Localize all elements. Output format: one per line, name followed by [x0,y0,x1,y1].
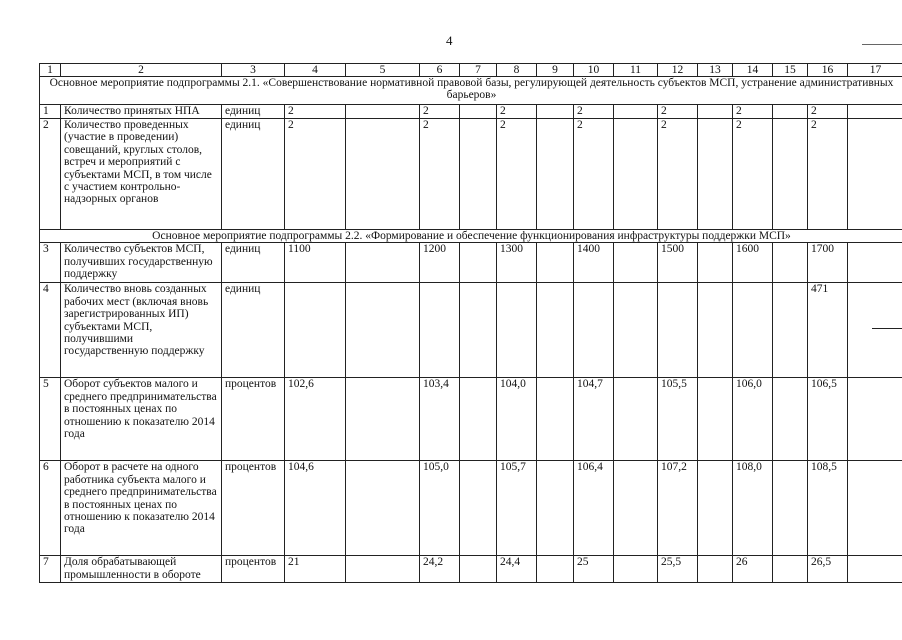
column-header: 10 [574,64,614,77]
value-cell: 106,4 [574,461,614,556]
table-row [40,105,902,119]
value-cell: 2 [574,105,614,119]
value-cell [848,105,902,119]
value-cell [848,243,902,283]
row-number: 1 [40,105,61,119]
indicator-name: Количество вновь созданных рабочих мест (включая вновь зарегистрированных ИП) субъектами МСП, получившими государственную поддержку [61,283,222,378]
value-cell: 1300 [497,243,537,283]
value-cell: 104,6 [285,461,346,556]
value-cell: 108,0 [733,461,773,556]
value-cell: 2 [497,105,537,119]
value-cell [537,105,574,119]
row-number: 5 [40,378,61,461]
value-cell: 1100 [285,243,346,283]
column-header: 7 [460,64,497,77]
value-cell: 1600 [733,243,773,283]
value-cell: 108,5 [808,461,848,556]
indicator-name: Количество субъектов МСП, получивших государственную поддержку [61,243,222,283]
column-header: 15 [773,64,808,77]
value-cell: 103,4 [420,378,460,461]
value-cell [848,556,902,583]
column-number-row [40,64,902,77]
value-cell [773,243,808,283]
row-number: 4 [40,283,61,378]
column-header: 2 [61,64,222,77]
column-header: 16 [808,64,848,77]
section-heading: Основное мероприятие подпрограммы 2.2. «Формирование и обеспечение функционирования инфраструктуры поддержки МСП» [40,230,902,243]
value-cell [460,243,497,283]
value-cell [773,119,808,230]
value-cell [460,119,497,230]
column-header: 14 [733,64,773,77]
value-cell [614,119,658,230]
value-cell: 2 [285,105,346,119]
indicator-name: Оборот в расчете на одного работника субъекта малого и среднего предпринимательства в постоянных ценах по отношению к показателю 2014 года [61,461,222,556]
value-cell [346,119,420,230]
value-cell: 104,0 [497,378,537,461]
value-cell: 2 [658,119,698,230]
value-cell: 21 [285,556,346,583]
table-row [40,461,902,556]
unit-cell: единиц [222,119,285,230]
table-row [40,556,902,583]
column-header: 17 [848,64,902,77]
column-header: 11 [614,64,658,77]
value-cell [698,556,733,583]
value-cell [285,283,346,378]
value-cell [773,461,808,556]
value-cell [698,243,733,283]
unit-cell: процентов [222,556,285,583]
value-cell [537,119,574,230]
table-row [40,283,902,378]
value-cell [773,283,808,378]
table-row [40,119,902,230]
value-cell: 1200 [420,243,460,283]
value-cell: 25,5 [658,556,698,583]
value-cell: 26 [733,556,773,583]
value-cell [698,119,733,230]
table-row [40,378,902,461]
column-header: 13 [698,64,733,77]
value-cell: 26,5 [808,556,848,583]
column-header: 9 [537,64,574,77]
value-cell: 106,5 [808,378,848,461]
row-number: 6 [40,461,61,556]
value-cell [346,378,420,461]
value-cell: 105,0 [420,461,460,556]
value-cell: 471 [808,283,848,378]
value-cell: 2 [497,119,537,230]
value-cell: 2 [733,119,773,230]
value-cell [346,105,420,119]
value-cell: 2 [420,105,460,119]
unit-cell: процентов [222,461,285,556]
value-cell [346,461,420,556]
value-cell [773,105,808,119]
value-cell [537,461,574,556]
value-cell [346,556,420,583]
indicator-name: Оборот субъектов малого и среднего предпринимательства в постоянных ценах по отношению к показателю 2014 года [61,378,222,461]
value-cell [420,283,460,378]
row-number: 3 [40,243,61,283]
column-header: 5 [346,64,420,77]
value-cell [698,105,733,119]
page-number: 4 [446,33,453,48]
row-number: 7 [40,556,61,583]
value-cell [537,243,574,283]
value-cell: 2 [420,119,460,230]
column-header: 6 [420,64,460,77]
value-cell [614,461,658,556]
value-cell: 106,0 [733,378,773,461]
value-cell [614,378,658,461]
value-cell: 102,6 [285,378,346,461]
column-header: 12 [658,64,698,77]
value-cell: 104,7 [574,378,614,461]
unit-cell: единиц [222,243,285,283]
unit-cell: единиц [222,105,285,119]
value-cell: 2 [808,119,848,230]
value-cell: 2 [733,105,773,119]
value-cell [698,283,733,378]
value-cell [848,283,902,378]
value-cell [773,556,808,583]
value-cell: 1500 [658,243,698,283]
value-cell [460,556,497,583]
column-header: 1 [40,64,61,77]
value-cell: 2 [658,105,698,119]
indicator-name: Доля обрабатывающей промышленности в обороте [61,556,222,583]
unit-cell: единиц [222,283,285,378]
value-cell [574,283,614,378]
value-cell [614,243,658,283]
value-cell [614,283,658,378]
value-cell: 24,2 [420,556,460,583]
value-cell [614,105,658,119]
value-cell [848,378,902,461]
column-header: 3 [222,64,285,77]
value-cell: 107,2 [658,461,698,556]
value-cell: 24,4 [497,556,537,583]
value-cell: 25 [574,556,614,583]
value-cell: 1700 [808,243,848,283]
value-cell [460,378,497,461]
section-row [40,230,902,243]
value-cell [773,378,808,461]
value-cell [698,378,733,461]
top-rule-mark [862,44,902,45]
value-cell [848,461,902,556]
value-cell [346,243,420,283]
value-cell [733,283,773,378]
indicator-name: Количество проведенных (участие в проведении) совещаний, круглых столов, встреч и мероприятий с субъектами МСП, в том числе с участием контрольно-надзорных органов [61,119,222,230]
value-cell [460,105,497,119]
value-cell [658,283,698,378]
indicator-name: Количество принятых НПА [61,105,222,119]
value-cell [698,461,733,556]
indicators-table [39,63,902,583]
section-heading: Основное мероприятие подпрограммы 2.1. «Совершенствование нормативной правовой базы, регулирующей деятельность субъектов МСП, устранение административных барьеров» [40,77,902,105]
value-cell [460,461,497,556]
value-cell: 2 [574,119,614,230]
value-cell: 2 [808,105,848,119]
value-cell [537,283,574,378]
value-cell: 1400 [574,243,614,283]
value-cell [614,556,658,583]
section-row [40,77,902,105]
unit-cell: процентов [222,378,285,461]
value-cell: 105,5 [658,378,698,461]
value-cell [537,378,574,461]
value-cell: 105,7 [497,461,537,556]
value-cell [346,283,420,378]
value-cell [460,283,497,378]
value-cell [848,119,902,230]
value-cell [497,283,537,378]
column-header: 8 [497,64,537,77]
value-cell [537,556,574,583]
table-row [40,243,902,283]
value-cell: 2 [285,119,346,230]
row-number: 2 [40,119,61,230]
column-header: 4 [285,64,346,77]
